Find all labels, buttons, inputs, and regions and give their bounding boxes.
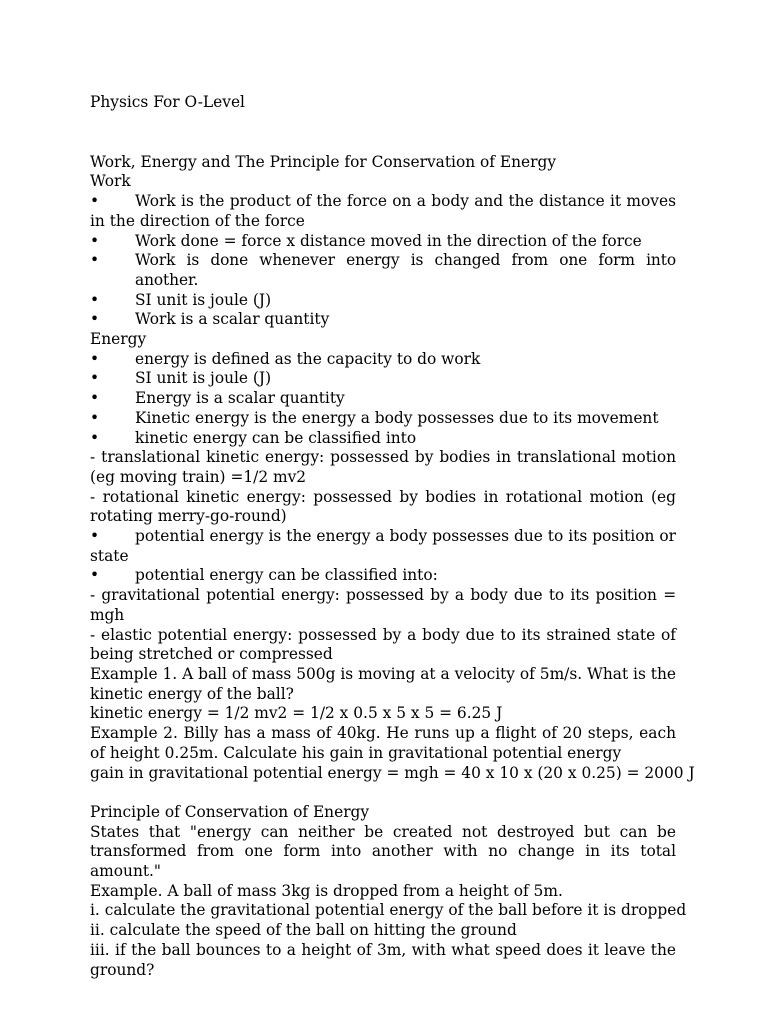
spacer xyxy=(90,133,676,153)
work-bullet-4-text: SI unit is joule (J) xyxy=(135,290,272,309)
work-bullet-4 xyxy=(90,291,676,311)
bullet-icon: • xyxy=(90,369,100,388)
bullet-icon: • xyxy=(90,566,100,585)
bullet-icon: • xyxy=(90,192,100,211)
energy-bullet-3 xyxy=(90,389,676,409)
spacer xyxy=(90,783,676,803)
energy-bullet-3-text: Energy is a scalar quantity xyxy=(135,389,345,408)
work-bullet-2 xyxy=(90,232,676,252)
energy-heading: Energy xyxy=(90,330,147,349)
bullet-icon: • xyxy=(90,310,100,329)
conservation-statement: States that "energy can neither be created not destroyed but can be transformed from one form into another with no change in its total amount." xyxy=(90,822,676,880)
work-bullet-1-text: Work is the product of the force on a body and the distance it moves in the direction of the force xyxy=(90,192,676,230)
work-bullet-5 xyxy=(90,310,676,330)
section-title: Work, Energy and The Principle for Conservation of Energy xyxy=(90,152,557,171)
energy-bullet-7-text: potential energy can be classified into: xyxy=(135,566,438,585)
bullet-icon: • xyxy=(90,231,100,250)
conservation-question-1: i. calculate the gravitational potential energy of the ball before it is dropped xyxy=(90,901,687,920)
example-2-answer: gain in gravitational potential energy = mgh = 40 x 10 x (20 x 0.25) = 2000 J xyxy=(90,763,695,782)
bullet-icon: • xyxy=(90,290,100,309)
energy-bullet-4-text: Kinetic energy is the energy a body possesses due to its movement xyxy=(135,408,659,427)
bullet-icon: • xyxy=(90,349,100,368)
bullet-icon: • xyxy=(90,408,100,427)
energy-bullet-7 xyxy=(90,566,676,586)
energy-bullet-2 xyxy=(90,369,676,389)
energy-bullet-2-text: SI unit is joule (J) xyxy=(135,369,272,388)
rotational-kinetic-energy: - rotational kinetic energy: possessed by bodies in rotational motion (eg rotating merry-go-round) xyxy=(90,487,676,526)
example-1-question: Example 1. A ball of mass 500g is moving at a velocity of 5m/s. What is the kinetic energy of the ball? xyxy=(90,664,676,703)
conservation-question-3: iii. if the ball bounces to a height of 3m, with what speed does it leave the ground? xyxy=(90,940,676,979)
document-body xyxy=(90,93,695,980)
energy-bullet-6-text: potential energy is the energy a body possesses due to its position or state xyxy=(90,527,676,565)
conservation-question-2: ii. calculate the speed of the ball on hitting the ground xyxy=(90,921,517,940)
work-bullet-1 xyxy=(90,192,676,231)
gravitational-potential-energy: - gravitational potential energy: possessed by a body due to its position = mgh xyxy=(90,586,676,624)
energy-bullet-5 xyxy=(90,429,676,449)
energy-bullet-1-text: energy is defined as the capacity to do work xyxy=(135,349,481,368)
bullet-icon: • xyxy=(90,251,100,270)
spacer xyxy=(90,113,676,133)
energy-bullet-6 xyxy=(90,527,676,566)
bullet-icon: • xyxy=(90,389,100,408)
bullet-icon: • xyxy=(90,527,100,546)
work-bullet-3 xyxy=(90,251,676,290)
example-1-answer: kinetic energy = 1/2 mv2 = 1/2 x 0.5 x 5 x 5 = 6.25 J xyxy=(90,704,503,723)
example-2-question: Example 2. Billy has a mass of 40kg. He runs up a flight of 20 steps, each of height 0.25m. Calculate his gain in gravitational potential energy xyxy=(90,724,676,762)
work-bullet-5-text: Work is a scalar quantity xyxy=(135,310,330,329)
energy-bullet-5-text: kinetic energy can be classified into xyxy=(135,428,417,447)
conservation-example: Example. A ball of mass 3kg is dropped from a height of 5m. xyxy=(90,881,563,900)
work-heading: Work xyxy=(90,172,131,191)
work-bullet-2-text: Work done = force x distance moved in the direction of the force xyxy=(135,231,642,250)
elastic-potential-energy: - elastic potential energy: possessed by a body due to its strained state of being stretched or compressed xyxy=(90,625,676,664)
conservation-heading: Principle of Conservation of Energy xyxy=(90,802,370,821)
doc-title: Physics For O-Level xyxy=(90,93,245,111)
bullet-icon: • xyxy=(90,428,100,447)
work-bullet-3-text: Work is done whenever energy is changed from one form into another. xyxy=(135,251,676,289)
energy-bullet-1 xyxy=(90,350,676,370)
translational-kinetic-energy: - translational kinetic energy: possessed by bodies in translational motion (eg moving train) =1/2 mv2 xyxy=(90,448,676,486)
energy-bullet-4 xyxy=(90,409,676,429)
